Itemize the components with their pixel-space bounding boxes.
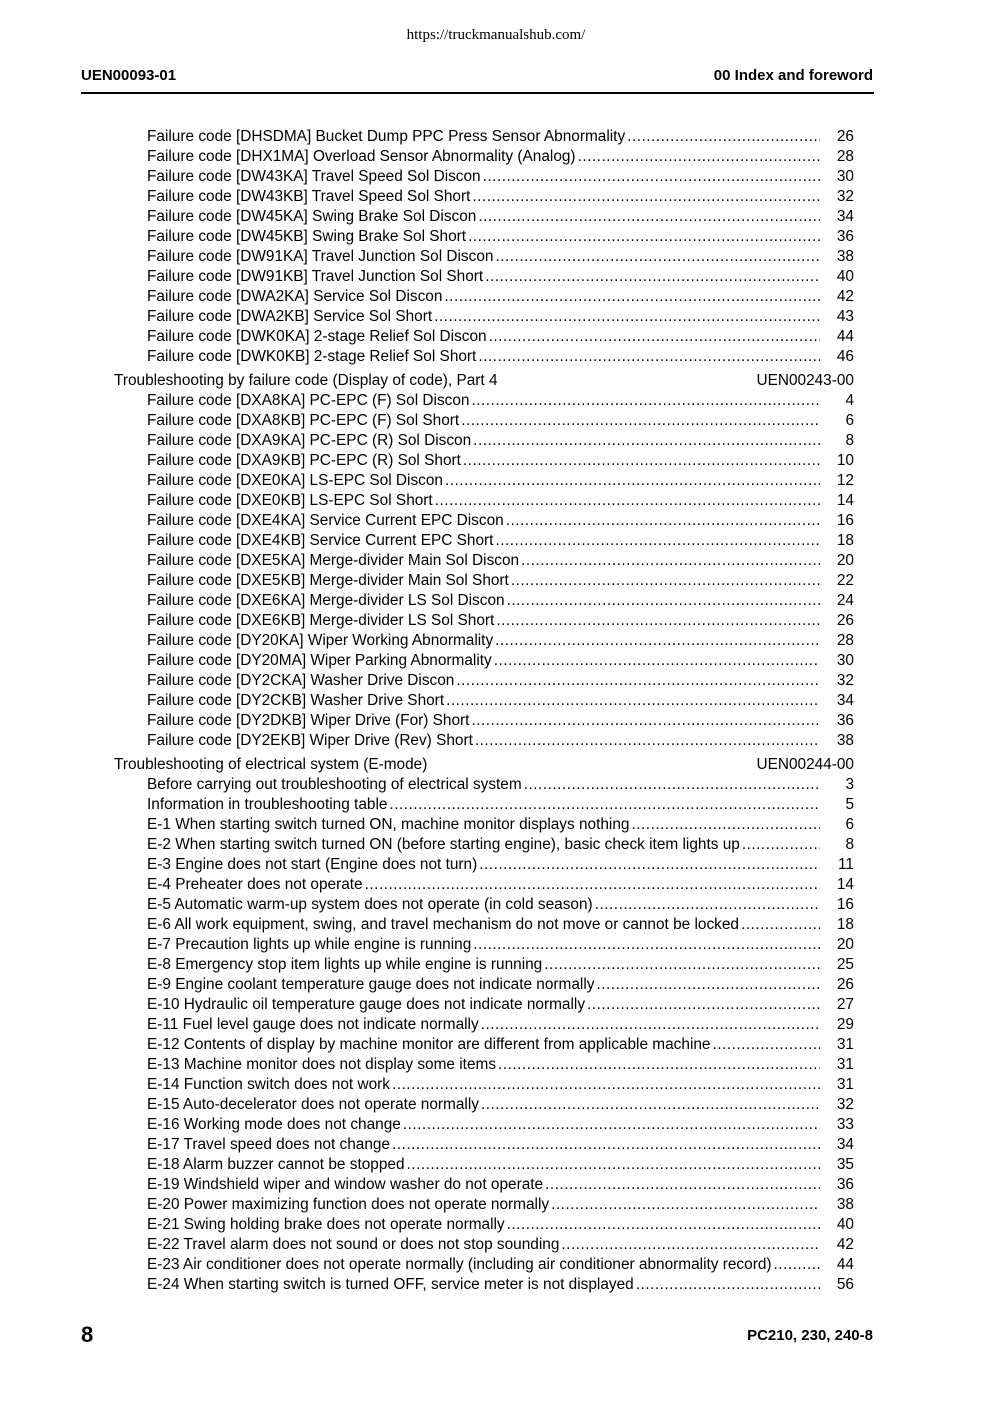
dot-leader <box>392 1135 820 1155</box>
dot-leader <box>468 227 820 247</box>
entry-title: Failure code [DW91KA] Travel Junction Sol Discon <box>147 248 494 265</box>
dot-leader <box>774 1255 820 1275</box>
toc-entry <box>147 327 854 347</box>
entry-title: Failure code [DWK0KA] 2-stage Relief Sol Discon <box>147 328 487 345</box>
toc-entry <box>147 671 854 691</box>
entry-title: Failure code [DXE0KA] LS-EPC Sol Discon <box>147 472 443 489</box>
entry-title: Failure code [DXE6KB] Merge-divider LS Sol Short <box>147 612 495 629</box>
entry-title: E-17 Travel speed does not change <box>147 1136 390 1153</box>
section-title: 00 Index and foreword <box>713 67 873 84</box>
dot-leader <box>365 875 820 895</box>
toc-entry <box>147 307 854 327</box>
entry-page-number: 33 <box>836 1116 854 1133</box>
entry-title: E-22 Travel alarm does not sound or does not stop sounding <box>147 1236 560 1253</box>
toc-entry <box>147 855 854 875</box>
dot-leader <box>473 935 820 955</box>
entry-page-number: 44 <box>836 328 854 345</box>
entry-title: Failure code [DHX1MA] Overload Sensor Abnormality (Analog) <box>147 148 576 165</box>
entry-title: Failure code [DXA8KB] PC-EPC (F) Sol Short <box>147 412 460 429</box>
dot-leader <box>456 671 820 691</box>
toc-entry <box>147 511 854 531</box>
entry-title: Failure code [DXE6KA] Merge-divider LS Sol Discon <box>147 592 505 609</box>
toc-entry <box>147 451 854 471</box>
entry-page-number: 34 <box>836 208 854 225</box>
toc-entry <box>147 1215 854 1235</box>
section-heading-text: Troubleshooting by failure code (Display of code), Part 4 <box>114 372 498 389</box>
toc-entry <box>147 1095 854 1115</box>
dot-leader <box>712 1035 820 1055</box>
toc-entry <box>147 731 854 751</box>
toc-entry <box>147 491 854 511</box>
toc-entry <box>147 287 854 307</box>
entry-page-number: 38 <box>836 248 854 265</box>
toc-entry <box>147 1235 854 1255</box>
toc-entry <box>147 915 854 935</box>
entry-page-number: 3 <box>845 776 854 793</box>
dot-leader <box>596 975 820 995</box>
entry-title: E-10 Hydraulic oil temperature gauge does not indicate normally <box>147 996 586 1013</box>
dot-leader <box>479 855 820 875</box>
entry-title: E-9 Engine coolant temperature gauge does not indicate normally <box>147 976 595 993</box>
toc-entry <box>147 571 854 591</box>
entry-page-number: 43 <box>836 308 854 325</box>
entry-title: E-2 When starting switch turned ON (before starting engine), basic check item lights up <box>147 836 740 853</box>
dot-leader <box>636 1275 820 1295</box>
toc-entry <box>147 775 854 795</box>
toc-entry <box>147 267 854 287</box>
dot-leader <box>498 1055 820 1075</box>
toc-entry <box>147 207 854 227</box>
dot-leader <box>511 571 820 591</box>
dot-leader <box>478 347 820 367</box>
toc-entry <box>147 795 854 815</box>
section-document-code: UEN00244-00 <box>756 756 854 773</box>
entry-page-number: 36 <box>836 712 854 729</box>
entry-page-number: 32 <box>836 188 854 205</box>
toc-entry <box>147 147 854 167</box>
entry-title: E-12 Contents of display by machine monitor are different from applicable machine <box>147 1036 711 1053</box>
entry-title: Failure code [DXE5KB] Merge-divider Main Sol Short <box>147 572 509 589</box>
toc-entry <box>147 815 854 835</box>
entry-page-number: 25 <box>836 956 854 973</box>
toc-entry <box>147 611 854 631</box>
entry-title: E-6 All work equipment, swing, and travel mechanism do not move or cannot be locked <box>147 916 739 933</box>
entry-page-number: 40 <box>836 1216 854 1233</box>
entry-title: E-24 When starting switch is turned OFF, service meter is not displayed <box>147 1276 634 1293</box>
dot-leader <box>472 187 820 207</box>
entry-page-number: 8 <box>845 432 854 449</box>
toc-entry <box>147 1275 854 1295</box>
dot-leader <box>544 955 820 975</box>
dot-leader <box>494 651 820 671</box>
entry-page-number: 28 <box>836 632 854 649</box>
entry-page-number: 31 <box>836 1036 854 1053</box>
toc-entry <box>147 127 854 147</box>
entry-title: Failure code [DXA9KB] PC-EPC (R) Sol Short <box>147 452 461 469</box>
entry-page-number: 31 <box>836 1076 854 1093</box>
toc-entry <box>147 431 854 451</box>
entry-page-number: 38 <box>836 732 854 749</box>
entry-title: E-13 Machine monitor does not display some items <box>147 1056 497 1073</box>
entry-title: Failure code [DXE4KB] Service Current EPC Short <box>147 532 494 549</box>
entry-page-number: 31 <box>836 1056 854 1073</box>
dot-leader <box>471 711 820 731</box>
entry-title: E-7 Precaution lights up while engine is running <box>147 936 472 953</box>
entry-page-number: 20 <box>836 936 854 953</box>
entry-page-number: 42 <box>836 288 854 305</box>
toc-entry <box>147 391 854 411</box>
toc-entry <box>147 1195 854 1215</box>
dot-leader <box>471 391 820 411</box>
dot-leader <box>444 287 820 307</box>
entry-page-number: 26 <box>836 128 854 145</box>
dot-leader <box>483 167 820 187</box>
entry-page-number: 36 <box>836 228 854 245</box>
dot-leader <box>478 207 820 227</box>
dot-leader <box>481 1015 820 1035</box>
header-rule <box>81 92 874 94</box>
document-id: UEN00093-01 <box>81 67 177 84</box>
entry-title: Failure code [DWA2KA] Service Sol Discon <box>147 288 443 305</box>
dot-leader <box>496 611 820 631</box>
toc-entry <box>147 651 854 671</box>
entry-title: E-21 Swing holding brake does not operate normally <box>147 1216 505 1233</box>
toc-entry <box>147 227 854 247</box>
dot-leader <box>435 491 820 511</box>
entry-page-number: 16 <box>836 512 854 529</box>
entry-page-number: 29 <box>836 1016 854 1033</box>
entry-title: Failure code [DY2CKB] Washer Drive Short <box>147 692 445 709</box>
dot-leader <box>481 1095 820 1115</box>
entry-page-number: 20 <box>836 552 854 569</box>
entry-title: Failure code [DY20KA] Wiper Working Abnormality <box>147 632 494 649</box>
toc-section-heading <box>114 755 854 775</box>
entry-title: E-15 Auto-decelerator does not operate normally <box>147 1096 479 1113</box>
toc-entry <box>147 935 854 955</box>
toc-entry <box>147 835 854 855</box>
entry-title: E-5 Automatic warm-up system does not operate (in cold season) <box>147 896 593 913</box>
entry-title: Failure code [DHSDMA] Bucket Dump PPC Press Sensor Abnormality <box>147 128 626 145</box>
toc-entry <box>147 955 854 975</box>
entry-title: E-19 Windshield wiper and window washer do not operate <box>147 1176 544 1193</box>
toc-entry <box>147 247 854 267</box>
entry-page-number: 5 <box>845 796 854 813</box>
entry-page-number: 32 <box>836 672 854 689</box>
source-url: https://truckmanualshub.com/ <box>406 27 586 43</box>
toc-entry <box>147 551 854 571</box>
entry-title: Failure code [DY2DKB] Wiper Drive (For) Short <box>147 712 470 729</box>
dot-leader <box>446 691 820 711</box>
toc-entry <box>147 1255 854 1275</box>
entry-title: E-16 Working mode does not change <box>147 1116 401 1133</box>
dot-leader <box>485 267 820 287</box>
entry-page-number: 10 <box>836 452 854 469</box>
entry-page-number: 35 <box>836 1156 854 1173</box>
entry-page-number: 28 <box>836 148 854 165</box>
entry-page-number: 30 <box>836 168 854 185</box>
toc-entry <box>147 187 854 207</box>
dot-leader <box>742 835 820 855</box>
toc-entry <box>147 411 854 431</box>
entry-title: E-14 Function switch does not work <box>147 1076 390 1093</box>
entry-page-number: 24 <box>836 592 854 609</box>
dot-leader <box>741 915 820 935</box>
entry-page-number: 16 <box>836 896 854 913</box>
entry-page-number: 12 <box>836 472 854 489</box>
entry-title: E-11 Fuel level gauge does not indicate normally <box>147 1016 479 1033</box>
model-list: PC210, 230, 240-8 <box>747 1327 873 1344</box>
entry-page-number: 36 <box>836 1176 854 1193</box>
dot-leader <box>631 815 820 835</box>
entry-title: Failure code [DY2EKB] Wiper Drive (Rev) Short <box>147 732 473 749</box>
dot-leader <box>524 775 820 795</box>
toc-entry <box>147 895 854 915</box>
dot-leader <box>407 1155 820 1175</box>
entry-title: E-18 Alarm buzzer cannot be stopped <box>147 1156 405 1173</box>
toc-entry <box>147 1115 854 1135</box>
entry-title: Failure code [DXE4KA] Service Current EPC Discon <box>147 512 504 529</box>
dot-leader <box>551 1195 820 1215</box>
entry-title: Failure code [DY20MA] Wiper Parking Abnormality <box>147 652 492 669</box>
dot-leader <box>475 731 820 751</box>
entry-title: Failure code [DW43KA] Travel Speed Sol Discon <box>147 168 481 185</box>
entry-page-number: 11 <box>838 856 854 873</box>
entry-page-number: 32 <box>836 1096 854 1113</box>
page-number: 8 <box>81 1322 94 1347</box>
dot-leader <box>578 147 820 167</box>
toc-entry <box>147 691 854 711</box>
entry-page-number: 8 <box>845 836 854 853</box>
entry-title: Failure code [DY2CKA] Washer Drive Discon <box>147 672 455 689</box>
entry-title: Failure code [DWA2KB] Service Sol Short <box>147 308 433 325</box>
entry-page-number: 34 <box>836 1136 854 1153</box>
toc-entry <box>147 1175 854 1195</box>
entry-title: Before carrying out troubleshooting of electrical system <box>147 776 522 793</box>
entry-page-number: 30 <box>836 652 854 669</box>
dot-leader <box>595 895 820 915</box>
entry-page-number: 6 <box>845 412 854 429</box>
section-document-code: UEN00243-00 <box>756 372 854 389</box>
entry-title: E-3 Engine does not start (Engine does not turn) <box>147 856 478 873</box>
entry-title: Information in troubleshooting table <box>147 796 388 813</box>
toc-entry <box>147 167 854 187</box>
entry-page-number: 56 <box>836 1276 854 1293</box>
entry-title: Failure code [DXA9KA] PC-EPC (R) Sol Discon <box>147 432 472 449</box>
toc-entry <box>147 531 854 551</box>
entry-title: Failure code [DXE0KB] LS-EPC Sol Short <box>147 492 433 509</box>
entry-title: E-20 Power maximizing function does not operate normally <box>147 1196 550 1213</box>
entry-title: E-23 Air conditioner does not operate normally (including air conditioner abnormality record) <box>147 1256 772 1273</box>
dot-leader <box>495 631 820 651</box>
entry-page-number: 14 <box>836 492 854 509</box>
toc-entry <box>147 995 854 1015</box>
dot-leader <box>507 1215 820 1235</box>
entry-page-number: 26 <box>836 976 854 993</box>
entry-title: E-8 Emergency stop item lights up while engine is running <box>147 956 543 973</box>
dot-leader <box>521 551 820 571</box>
toc-entry <box>147 711 854 731</box>
entry-title: E-4 Preheater does not operate <box>147 876 363 893</box>
section-heading-text: Troubleshooting of electrical system (E-mode) <box>114 756 428 773</box>
dot-leader <box>489 327 820 347</box>
dot-leader <box>445 471 820 491</box>
toc-entry <box>147 591 854 611</box>
entry-title: Failure code [DW45KB] Swing Brake Sol Short <box>147 228 467 245</box>
entry-title: Failure code [DW45KA] Swing Brake Sol Discon <box>147 208 477 225</box>
entry-page-number: 14 <box>836 876 854 893</box>
dot-leader <box>506 511 820 531</box>
entry-page-number: 38 <box>836 1196 854 1213</box>
dot-leader <box>627 127 820 147</box>
dot-leader <box>495 247 820 267</box>
entry-title: Failure code [DXE5KA] Merge-divider Main Sol Discon <box>147 552 520 569</box>
dot-leader <box>461 411 820 431</box>
entry-page-number: 4 <box>845 392 854 409</box>
entry-page-number: 22 <box>836 572 854 589</box>
dot-leader <box>463 451 820 471</box>
entry-page-number: 40 <box>836 268 854 285</box>
dot-leader <box>507 591 820 611</box>
dot-leader <box>434 307 820 327</box>
toc-entry <box>147 631 854 651</box>
toc-entry <box>147 1015 854 1035</box>
entry-page-number: 46 <box>836 348 854 365</box>
entry-page-number: 26 <box>836 612 854 629</box>
dot-leader <box>545 1175 820 1195</box>
toc-entry <box>147 1075 854 1095</box>
toc-section-heading <box>114 371 854 391</box>
entry-page-number: 18 <box>836 532 854 549</box>
toc-entry <box>147 471 854 491</box>
entry-page-number: 34 <box>836 692 854 709</box>
entry-title: Failure code [DWK0KB] 2-stage Relief Sol Short <box>147 348 477 365</box>
entry-page-number: 18 <box>836 916 854 933</box>
entry-page-number: 27 <box>836 996 854 1013</box>
entry-title: Failure code [DXA8KA] PC-EPC (F) Sol Discon <box>147 392 470 409</box>
dot-leader <box>403 1115 820 1135</box>
dot-leader <box>389 795 820 815</box>
entry-title: Failure code [DW43KB] Travel Speed Sol Short <box>147 188 471 205</box>
dot-leader <box>587 995 820 1015</box>
toc-entry <box>147 1155 854 1175</box>
toc-entry <box>147 975 854 995</box>
toc-entry <box>147 875 854 895</box>
entry-page-number: 6 <box>845 816 854 833</box>
dot-leader <box>473 431 820 451</box>
entry-page-number: 44 <box>836 1256 854 1273</box>
dot-leader <box>392 1075 820 1095</box>
toc-entry <box>147 1035 854 1055</box>
entry-title: Failure code [DW91KB] Travel Junction Sol Short <box>147 268 484 285</box>
entry-title: E-1 When starting switch turned ON, machine monitor displays nothing <box>147 816 630 833</box>
toc-entry <box>147 1055 854 1075</box>
entry-page-number: 42 <box>836 1236 854 1253</box>
dot-leader <box>561 1235 820 1255</box>
toc-entry <box>147 347 854 367</box>
toc-entry <box>147 1135 854 1155</box>
dot-leader <box>495 531 820 551</box>
